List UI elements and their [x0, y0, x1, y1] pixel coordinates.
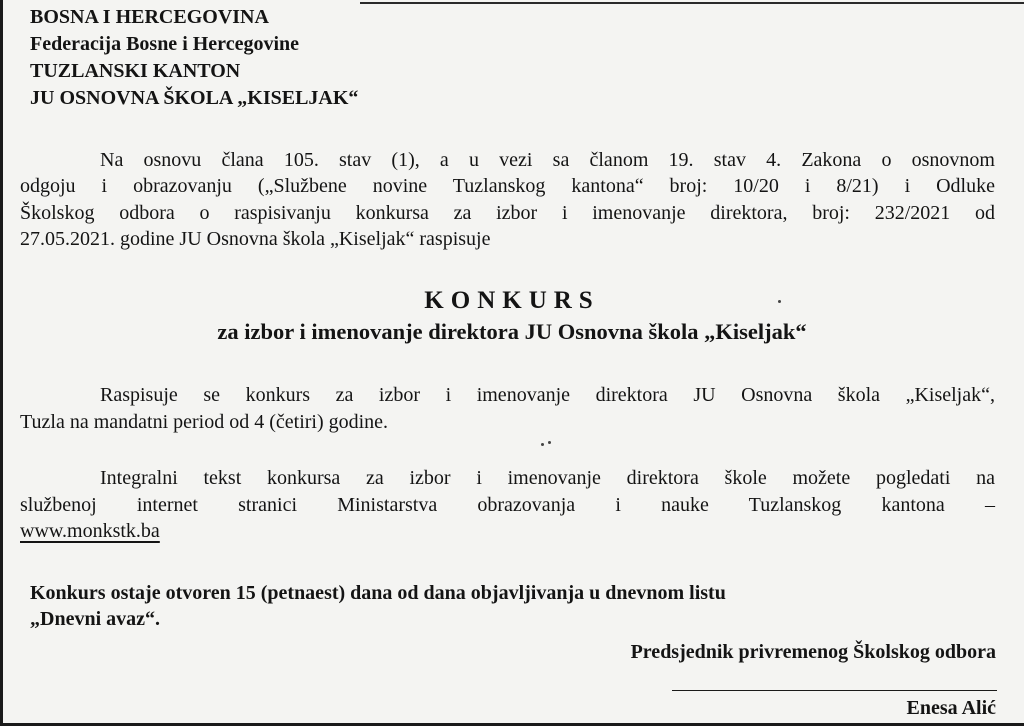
closing-line: Konkurs ostaje otvoren 15 (petnaest) dana od dana objavljivanja u dnevnom listu: [30, 582, 726, 604]
header-school: JU OSNOVNA ŠKOLA „KISELJAK“: [30, 87, 359, 109]
title-subtitle: za izbor i imenovanje direktora JU Osnovna škola „Kiseljak“: [217, 319, 807, 344]
print-speck: [541, 443, 544, 446]
title-konkurs: KONKURS: [424, 287, 600, 314]
intro-line: odgoju i obrazovanju („Službene novine Tuzlanskog kantona“ broj: 10/20 i 8/21) i Odluke: [20, 175, 995, 198]
intro-line: Na osnovu člana 105. stav (1), a u vezi sa članom 19. stav 4. Zakona o osnovnom: [100, 149, 995, 171]
paragraph-line: Raspisuje se konkurs za izbor i imenovanje direktora JU Osnovna škola „Kiseljak“,: [100, 384, 995, 406]
signature-name: Enesa Alić: [906, 697, 996, 719]
institution-header: [30, 4, 358, 112]
header-country: BOSNA I HERCEGOVINA: [30, 6, 269, 28]
intro-paragraph: [20, 147, 995, 252]
top-rule: [360, 2, 1024, 4]
closing-statement: [30, 580, 726, 632]
intro-line: 27.05.2021. godine JU Osnovna škola „Kiseljak“ raspisuje: [20, 227, 491, 250]
paragraph-line: službenoj internet stranici Ministarstva obrazovanja i nauke Tuzlanskog kantona –: [20, 493, 995, 516]
announcement-paragraph: [20, 382, 995, 435]
document-title: [20, 286, 1004, 348]
header-federation: Federacija Bosne i Hercegovine: [30, 33, 300, 55]
paragraph-line: Tuzla na mandatni period od 4 (četiri) godine.: [20, 410, 389, 433]
header-canton: TUZLANSKI KANTON: [30, 60, 241, 82]
ministry-website-link[interactable]: www.monkstk.ba: [20, 520, 160, 542]
integral-text-paragraph: [20, 465, 995, 545]
intro-line: Školskog odbora o raspisivanju konkursa za izbor i imenovanje direktora, broj: 232/2021 od: [20, 201, 995, 224]
print-speck: [548, 441, 551, 444]
signature-line: [672, 690, 997, 691]
print-speck: [778, 300, 781, 303]
closing-line: „Dnevni avaz“.: [30, 608, 160, 630]
signature-title: Predsjednik privremenog Školskog odbora: [630, 641, 996, 663]
paragraph-line: Integralni tekst konkursa za izbor i imenovanje direktora škole možete pogledati na: [100, 467, 995, 489]
